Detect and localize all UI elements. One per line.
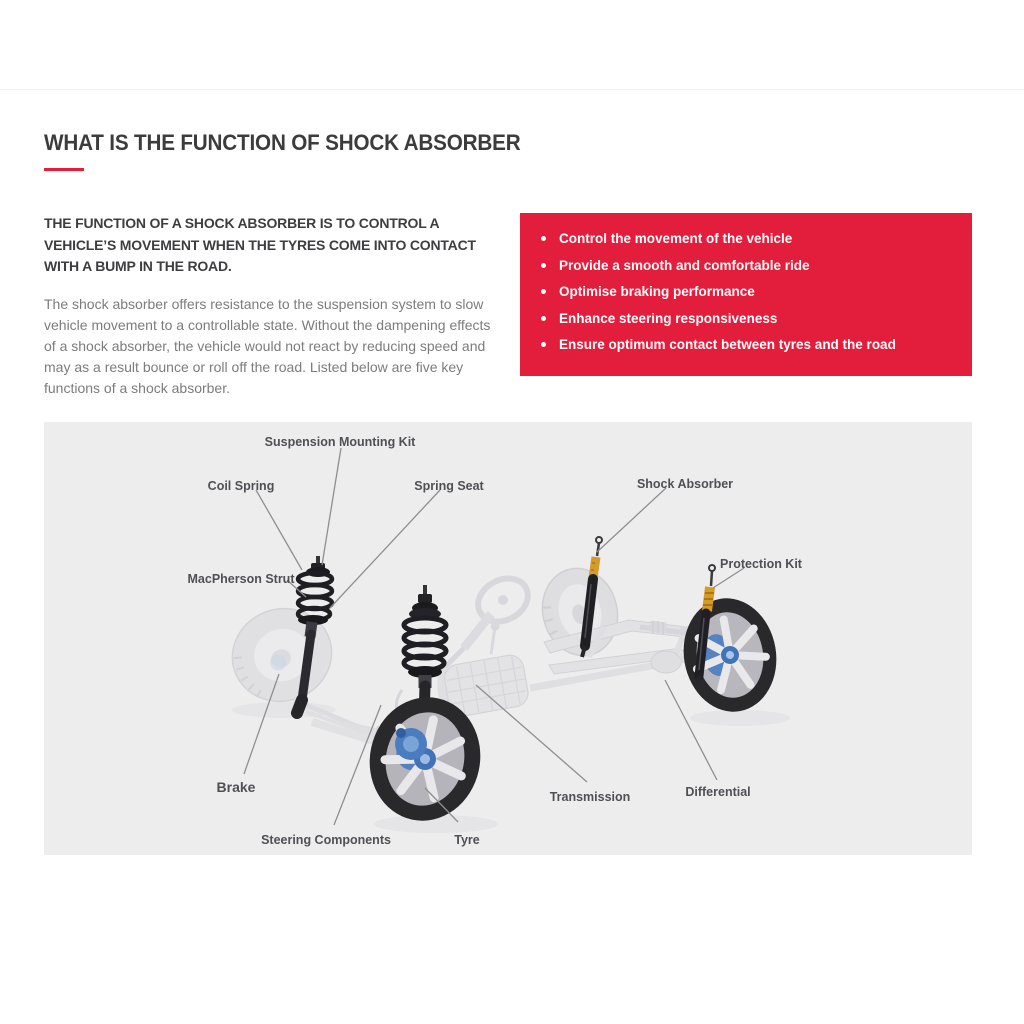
list-item — [541, 310, 952, 328]
bullet-icon — [541, 263, 546, 268]
label-tyre: Tyre — [454, 833, 480, 847]
title-accent-underline — [44, 168, 84, 171]
list-item-label: Control the movement of the vehicle — [559, 231, 793, 246]
suspension-diagram — [44, 422, 972, 855]
label-brake: Brake — [216, 779, 256, 795]
front-brake-caliper — [395, 728, 427, 760]
page-title: WHAT IS THE FUNCTION OF SHOCK ABSORBER — [44, 130, 521, 155]
list-item-label: Ensure optimum contact between tyres and the road — [559, 337, 896, 352]
chassis-faded — [294, 570, 749, 760]
list-item — [541, 230, 952, 248]
list-item-label: Optimise braking performance — [559, 284, 755, 299]
list-item-label: Enhance steering responsiveness — [559, 310, 778, 326]
steering-wheel-faded — [438, 570, 535, 674]
list-item-label: Provide a smooth and comfortable ride — [559, 257, 810, 273]
label-suspension-mounting-kit: Suspension Mounting Kit — [264, 435, 416, 449]
label-shock-absorber: Shock Absorber — [636, 477, 734, 491]
suspension-diagram-art — [44, 422, 972, 855]
list-item — [541, 257, 952, 275]
bullet-icon — [541, 236, 546, 241]
body-paragraph: The shock absorber offers resistance to the suspension system to slow vehicle movement to a controllable state. Without the dampening effects of a shock absorber, the vehicle would not react by reducing speed and may as a result bounce or roll off the road. Listed below are five key functions of a shock absorber. — [44, 296, 491, 396]
lead-paragraph: THE FUNCTION OF A SHOCK ABSORBER IS TO CONTROL A VEHICLE’S MOVEMENT WHEN THE TYRES COME INTO CONTACT WITH A BUMP IN THE ROAD. — [44, 215, 476, 274]
shock-functions-list — [541, 230, 952, 354]
front-left-wheel-faded — [220, 596, 344, 714]
shock-functions-panel — [520, 213, 972, 376]
differential-housing-faded — [651, 651, 681, 673]
label-steering-components: Steering Components — [261, 833, 391, 847]
rear-right-wheel — [675, 591, 785, 719]
label-transmission: Transmission — [549, 790, 631, 804]
bullet-icon — [541, 342, 546, 347]
label-differential: Differential — [685, 785, 751, 799]
label-macpherson-strut: MacPherson Strut — [187, 572, 295, 586]
label-coil-spring: Coil Spring — [207, 479, 275, 493]
label-protection-kit: Protection Kit — [720, 557, 802, 571]
list-item — [541, 283, 952, 301]
label-spring-seat: Spring Seat — [414, 479, 484, 493]
bullet-icon — [541, 289, 546, 294]
list-item — [541, 336, 952, 354]
header-band — [0, 0, 1024, 90]
bullet-icon — [541, 316, 546, 321]
